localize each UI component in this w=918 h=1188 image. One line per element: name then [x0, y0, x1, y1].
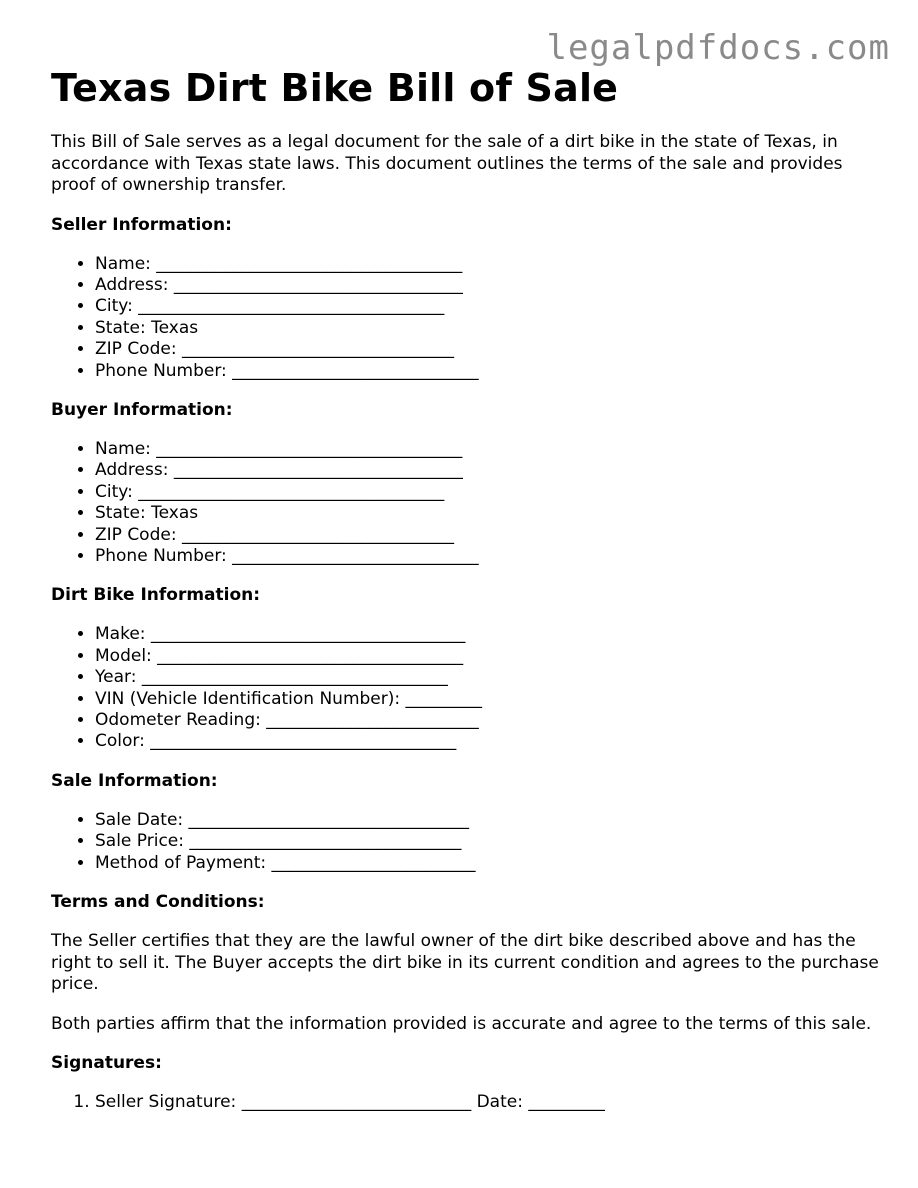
terms-paragraph-2: Both parties affirm that the information provided is accurate and agree to the terms of this sale.	[51, 1013, 872, 1034]
bike-field-list	[51, 624, 881, 752]
seller-name-field: • Name: ____________________________________	[95, 254, 881, 275]
bike-heading: Dirt Bike Information:	[51, 585, 261, 606]
sale-date-field: • Sale Date: _________________________________	[95, 810, 881, 831]
buyer-field-list	[51, 439, 881, 567]
buyer-state-field: • State: Texas	[95, 503, 881, 524]
buyer-zip-field: • ZIP Code: ________________________________	[95, 525, 881, 546]
intro-paragraph: This Bill of Sale serves as a legal document for the sale of a dirt bike in the state of Texas, in accordance with Texas state laws. This document outlines the terms of the sale and provides proof of ownership transfer.	[51, 132, 843, 195]
document-content	[51, 66, 881, 1113]
signatures-heading: Signatures:	[51, 1053, 162, 1074]
terms-heading: Terms and Conditions:	[51, 892, 265, 913]
bike-color-field: • Color: ____________________________________	[95, 731, 881, 752]
signature-list	[51, 1092, 881, 1113]
terms-paragraph-1: The Seller certifies that they are the lawful owner of the dirt bike described above and has the right to sell it. The Buyer accepts the dirt bike in its current condition and agrees to the purchase price.	[51, 931, 879, 995]
buyer-city-field: • City: ____________________________________	[95, 482, 881, 503]
buyer-heading: Buyer Information:	[51, 399, 233, 420]
bike-vin-field: • VIN (Vehicle Identification Number): _________	[95, 689, 881, 710]
seller-zip-field: • ZIP Code: ________________________________	[95, 339, 881, 360]
seller-heading: Seller Information:	[51, 214, 232, 235]
seller-signature-line: 1. Seller Signature: ___________________________ Date: _________	[95, 1092, 881, 1113]
bike-odometer-field: • Odometer Reading: _________________________	[95, 710, 881, 731]
seller-city-field: • City: ____________________________________	[95, 296, 881, 317]
seller-field-list	[51, 254, 881, 382]
sale-price-field: • Sale Price: ________________________________	[95, 831, 881, 852]
bike-model-field: • Model: ____________________________________	[95, 646, 881, 667]
watermark: legalpdfdocs.com	[546, 28, 890, 68]
seller-phone-field: • Phone Number: _____________________________	[95, 361, 881, 382]
buyer-name-field: • Name: ____________________________________	[95, 439, 881, 460]
page-title: Texas Dirt Bike Bill of Sale	[51, 66, 619, 110]
seller-state-field: • State: Texas	[95, 318, 881, 339]
bike-make-field: • Make: _____________________________________	[95, 624, 881, 645]
seller-address-field: • Address: __________________________________	[95, 275, 881, 296]
sale-heading: Sale Information:	[51, 770, 218, 791]
sale-field-list	[51, 810, 881, 874]
buyer-phone-field: • Phone Number: _____________________________	[95, 546, 881, 567]
bike-year-field: • Year: ____________________________________	[95, 667, 881, 688]
payment-method-field: • Method of Payment: ________________________	[95, 853, 881, 874]
buyer-address-field: • Address: __________________________________	[95, 460, 881, 481]
